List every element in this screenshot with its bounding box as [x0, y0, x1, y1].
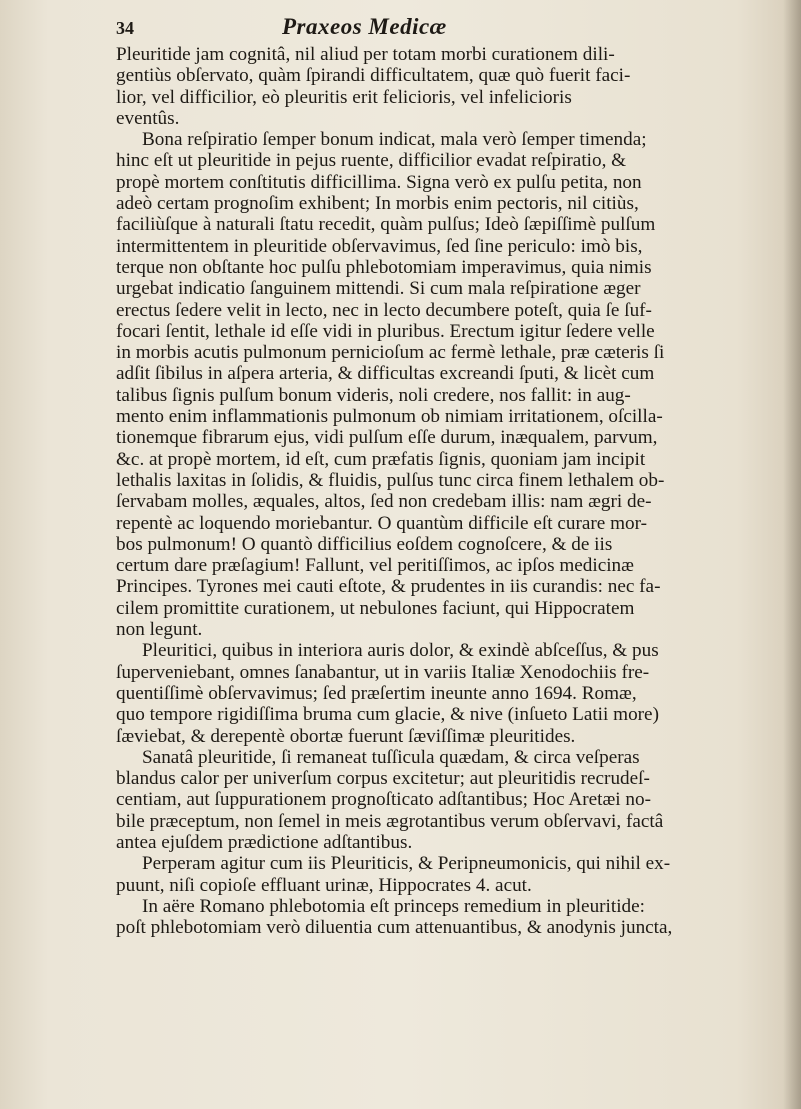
text-line: bos pulmonum! O quantò difficilius eoſdem cognoſcere, & de iis [116, 533, 613, 555]
text-line: eventûs. [116, 107, 180, 129]
text-line: Pleuritide jam cognitâ, nil aliud per totam morbi curationem dili- [116, 44, 615, 65]
text-line: &c. at propè mortem, id eſt, cum præfatis ſignis, quoniam jam incipit [116, 448, 646, 470]
text-line: tionemque fibrarum ejus, vidi pulſum eſſe durum, inæqualem, parvum, [116, 427, 658, 449]
text-line: erectus ſedere velit in lecto, nec in lecto decumbere poteſt, quia ſe ſuf- [116, 299, 652, 321]
running-title: Praxeos Medicæ [282, 14, 447, 39]
text-line: mento enim inflammationis pulmonum ob nimiam irritationem, oſcilla- [116, 406, 663, 428]
text-line: propè mortem conſtitutis difficillima. Signa verò ex pulſu petita, non [116, 171, 642, 193]
text-line: quo tempore rigidiſſima bruma cum glacie, & nive (inſueto Latii more) [116, 704, 659, 726]
text-line: puunt, niſi copioſe effluant urinæ, Hippocrates 4. acut. [116, 874, 532, 896]
text-line: adeò certam prognoſim exhibent; In morbis enim pectoris, nil citiùs, [116, 193, 639, 215]
text-line: in morbis acutis pulmonum pernicioſum ac fermè lethale, præ cæteris ſi [116, 342, 665, 364]
text-line [116, 938, 756, 959]
text-line: Pleuritici, quibus in interiora auris dolor, & exindè abſceſſus, & pus [142, 640, 659, 662]
text-line: poſt phlebotomiam verò diluentia cum attenuantibus, & anodynis juncta, [116, 917, 673, 939]
text-line: gentiùs obſervato, quàm ſpirandi difficultatem, quæ quò fuerit faci- [116, 65, 631, 87]
text-line: repentè ac loquendo moriebantur. O quantùm difficile eſt curare mor- [116, 512, 647, 534]
text-line [116, 981, 756, 1002]
text-line: Bona reſpiratio ſemper bonum indicat, mala verò ſemper timenda; [142, 129, 647, 151]
text-line: ſæviebat, & derepentè obortæ fuerunt ſæviſſimæ pleuritides. [116, 725, 576, 747]
text-line: blandus calor per univerſum corpus excitetur; aut pleuritidis recrudeſ- [116, 768, 650, 790]
text-line: non legunt. [116, 619, 203, 641]
text-line: talibus ſignis pulſum bonum videris, noli credere, nos fallit: in aug- [116, 384, 631, 406]
text-line: cilem promittite curationem, ut nebulones faciunt, qui Hippocratem [116, 597, 635, 619]
text-line: antea ejuſdem prædictione adſtantibus. [116, 831, 413, 853]
text-line: focari ſentit, lethale id eſſe vidi in pluribus. Erectum igitur ſedere velle [116, 320, 655, 342]
text-line: bile præceptum, non ſemel in meis ægrotantibus verum obſervavi, factâ [116, 810, 664, 832]
page-number: 34 [116, 18, 134, 38]
text-line: ſervabam molles, æquales, altos, ſed non credebam illis: nam ægri de- [116, 491, 652, 513]
body-text [116, 44, 756, 1066]
text-line: Principes. Tyrones mei cauti eſtote, & prudentes in iis curandis: nec fa- [116, 576, 661, 598]
text-line [116, 1024, 756, 1045]
text-line: ſuperveniebant, omnes ſanabantur, ut in variis Italiæ Xenodochiis fre- [116, 661, 650, 683]
text-line [116, 1045, 756, 1066]
text-line [116, 1002, 756, 1023]
text-line: In aëre Romano phlebotomia eſt princeps remedium in pleuritide: [142, 895, 645, 917]
text-line: urgebat indicatio ſanguinem mittendi. Si cum mala reſpiratione æger [116, 278, 641, 300]
text-line: intermittentem in pleuritide obſervavimus, ſed ſine periculo: imò bis, [116, 235, 643, 257]
page-edge-shadow [783, 0, 801, 1109]
text-line: adſit ſibilus in aſpera arteria, & difficultas excreandi ſputi, & licèt cum [116, 363, 655, 385]
text-line: centiam, aut ſuppurationem prognoſticato adſtantibus; Hoc Aretæi no- [116, 789, 651, 811]
text-line: certum dare præſagium! Fallunt, vel peritiſſimos, ac ipſos medicinæ [116, 555, 634, 577]
text-line: faciliùſque à naturali ſtatu recedit, quàm pulſus; Ideò ſæpiſſimè pulſum [116, 214, 656, 236]
text-line: Perperam agitur cum iis Pleuriticis, & Peripneumonicis, qui nihil ex- [142, 853, 671, 875]
text-line: quentiſſimè obſervavimus; ſed præſertim ineunte anno 1694. Romæ, [116, 682, 637, 704]
text-line: lethalis laxitas in ſolidis, & fluidis, pulſus tunc circa finem lethalem ob- [116, 469, 665, 491]
text-line: terque non obſtante hoc pulſu phlebotomiam imperavimus, quia nimis [116, 256, 652, 278]
text-line: lior, vel difficilior, eò pleuritis erit felicioris, vel infelicioris [116, 86, 572, 108]
page-header [116, 8, 676, 40]
text-line [116, 960, 756, 981]
text-line: hinc eſt ut pleuritide in pejus ruente, difficilior evadat reſpiratio, & [116, 150, 627, 172]
text-line: Sanatâ pleuritide, ſi remaneat tuſſicula quædam, & circa veſperas [142, 746, 640, 768]
